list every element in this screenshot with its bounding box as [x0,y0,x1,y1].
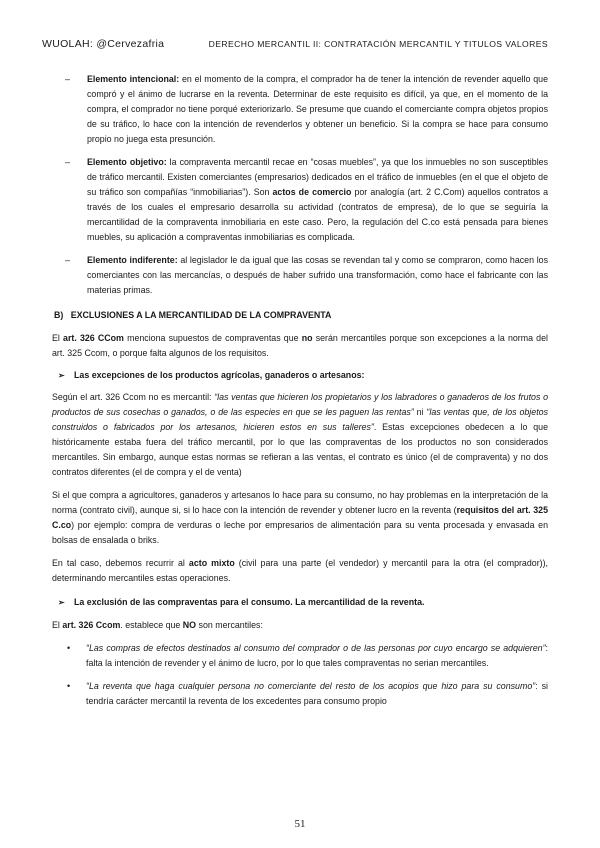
term-label: Elemento objetivo: [87,157,167,167]
dash-bullet: – [65,157,71,167]
section-b-title: B) EXCLUSIONES A LA MERCANTILIDAD DE LA COMPRAVENTA [54,310,332,320]
header-course-title: DERECHO MERCANTIL II: CONTRATACIÓN MERCANTIL Y TITULOS VALORES [208,39,548,49]
heading-consumo: ➢ La exclusión de las compraventas para el consumo. La mercantilidad de la reventa. [52,595,548,610]
term-label: Elemento intencional: [87,74,180,84]
dash-bullet: – [65,74,71,84]
excepciones-paragraph-2: Si el que compra a agricultores, ganaderos y artesanos lo hace para su consumo, no hay problemas en la interpretación de la norma (contrato civil), aunque si, si lo hace con la intención de revender y obtener lucro en la reventa (requisitos del art. 325 C.co) por ejemplo: compra de verduras o leche por empresarios de alimentación para su venta procesada y envasada en bolsas de ensalada o briks. [52,490,548,545]
consumo-bullet-2: • “La reventa que haga cualquier persona no comerciante del resto de los acopios que hizo para su consumo”: si tendría carácter mercantil la reventa de los excedentes para consumo propio [67,681,548,706]
page-header [42,38,548,52]
dash-bullet: – [65,255,71,265]
term-label: Elemento indiferente: [87,255,178,265]
consumo-intro: El art. 326 Ccom. establece que NO son mercantiles: [52,620,263,630]
round-bullet: • [67,643,71,653]
consumo-bullet-1: • “Las compras de efectos destinados al consumo del comprador o de las personas por cuyo encargo se adquieren”: falta la intención de revender y el ánimo de lucro, por lo que tales compraventas no serian mercantiles. [67,643,548,668]
excepciones-paragraph-1: Según el art. 326 Ccom no es mercantil: “las ventas que hicieren los propietarios y los labradores o ganaderos de los frutos o productos de sus cosechas o ganados, o de las especies en que se les paguen las rentas” ni “las ventas que, de los objetos construidos o fabricados por los artesanos, hicieren estos en sus talleres”. Estas excepciones obedecen a lo que históricamente estaba fuera del tráfico mercantil, por lo que las compraventas de los productos no son considerados mercantiles. Sin embargo, aunque estas normas se refieran a las ventas, el contrato es único (el de compraventa) y no dos contratos diferentes (el de compra y el de venta) [52,392,549,477]
round-bullet: • [67,681,71,691]
arrow-bullet-icon: ➢ [58,598,65,607]
element-intencional-item: – Elemento intencional: en el momento de la compra, el comprador ha de tener la intención de revender aquello que compró y el ánimo de lucrarse en la reventa. Determinar de este requisito es difícil, ya que, en el momento de la compra, el comprador no tiene porqué exteriorizarlo. Se presume que cuando el comerciante compra objetos propios de su tráfico, lo hace con la intención de revenderlos y obtener un beneficio. Si la compra se hace para consumo propio no juega esta presunción. [65,74,549,144]
header-author: WUOLAH: @Cervezafria [42,38,165,50]
heading-excepciones: ➢ Las excepciones de los productos agrícolas, ganaderos o artesanos: [52,368,548,383]
section-b-intro: El art. 326 CCom menciona supuestos de compraventas que no serán mercantiles porque son excepciones a la norma del art. 325 Ccom, o porque falta algunos de los requisitos. [52,333,548,358]
excepciones-paragraph-3: En tal caso, debemos recurrir al acto mixto (civil para una parte (el vendedor) y mercantil para la otra (el comprador)), determinando mercantiles estas operaciones. [52,558,548,583]
element-indiferente-item: – Elemento indiferente: al legislador le da igual que las cosas se revendan tal y como se compraron, como hacen los comerciantes con las mercancías, o después de haber sufrido una transformación, como hace el fabricante con las materias primas. [65,255,549,295]
page-content [52,72,548,709]
element-objetivo-item: – Elemento objetivo: la compraventa mercantil recae en “cosas muebles”, ya que los inmuebles no son susceptibles de tráfico mercantil. Existen comerciantes (empresarios) dedicados en el tráfico de inmuebles (en el que el objeto de su tráfico son compañías “inmobiliarias”). Son actos de comercio por analogía (art. 2 C.Com) aquellos contratos a través de los cuales el empresario desarrolla su actividad (contratos de empresa), de lo que se seguiría la mercantilidad de la compraventa inmobiliaria en este caso. Pero, la regulación del C.co está pensada para bienes muebles, su aplicación a compraventas inmobiliarias es complicada. [65,157,548,242]
page-number: 51 [294,818,306,830]
arrow-bullet-icon: ➢ [58,371,65,380]
